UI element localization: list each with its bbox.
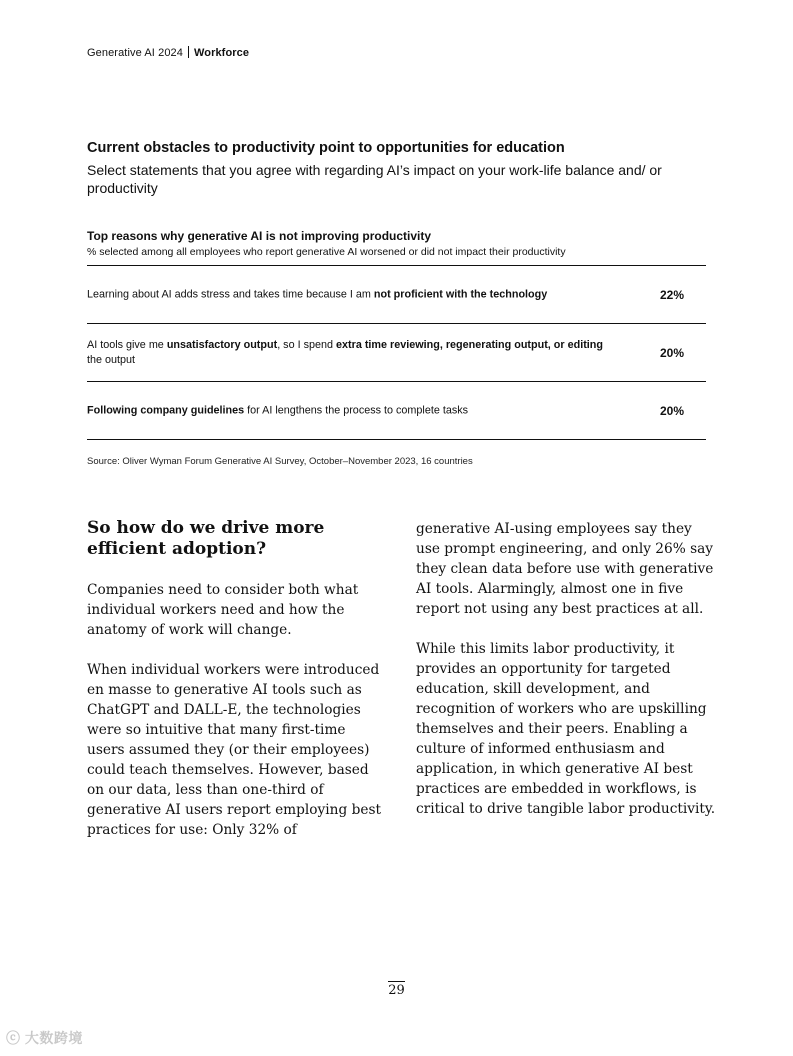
- reason-percentage: 20%: [659, 345, 684, 360]
- reason-percentage: 22%: [659, 287, 684, 302]
- section-subtitle: Select statements that you agree with regarding AI’s impact on your work-life balance and/ or productivity: [87, 162, 662, 196]
- reason-text: Learning about AI adds stress and takes time because I am not proficient with the technology: [87, 288, 548, 300]
- table-row: [87, 266, 706, 324]
- body-column-right: [416, 519, 716, 839]
- report-name: Generative AI 2024: [87, 47, 183, 59]
- table-row: [87, 324, 706, 382]
- table-row: [87, 382, 706, 440]
- body-paragraph: When individual workers were introduced en masse to generative AI tools such as ChatGPT and DALL-E, the technologies were so intuitive that many first-time users assumed they (or their employees) could teach themselves. However, based on our data, less than one-third of generative AI users report employing best practices for use: Only 32% of: [87, 662, 381, 838]
- body-paragraph: Companies need to consider both what individual workers need and how the anatomy of work will change.: [87, 582, 359, 638]
- body-paragraph: generative AI-using employees say they use prompt engineering, and only 26% say they clean data before use with generative AI tools. Alarmingly, almost one in five report not using any best practices at all.: [416, 521, 714, 617]
- source-note: Source: Oliver Wyman Forum Generative AI Survey, October–November 2023, 16 countries: [87, 456, 473, 467]
- reason-text: Following company guidelines for AI lengthens the process to complete tasks: [87, 404, 469, 416]
- reasons-table: [87, 265, 706, 440]
- reason-percentage: 20%: [659, 403, 684, 418]
- body-column-left: [87, 518, 387, 860]
- body-heading: So how do we drive more efficient adoption?: [87, 518, 325, 559]
- reason-text: AI tools give me unsatisfactory output, so I spend extra time reviewing, regenerating output, or editing the output: [87, 338, 603, 366]
- table-subtitle: % selected among all employees who report generative AI worsened or did not impact their productivity: [87, 246, 566, 258]
- page-number: 29: [388, 983, 405, 998]
- header-divider: [188, 46, 189, 58]
- watermark-logo: ⓒ 大数跨境: [6, 1030, 83, 1046]
- section-title: Current obstacles to productivity point to opportunities for education: [87, 140, 565, 156]
- table-title: Top reasons why generative AI is not improving productivity: [87, 229, 432, 243]
- body-paragraph: While this limits labor productivity, it provides an opportunity for targeted education, skill development, and recognition of workers who are upskilling themselves and their peers. Enabling a culture of informed enthusiasm and application, in which generative AI best practices are embedded in workflows, is critical to drive tangible labor productivity.: [416, 641, 716, 817]
- section-name: Workforce: [193, 47, 250, 59]
- running-header: [87, 46, 249, 59]
